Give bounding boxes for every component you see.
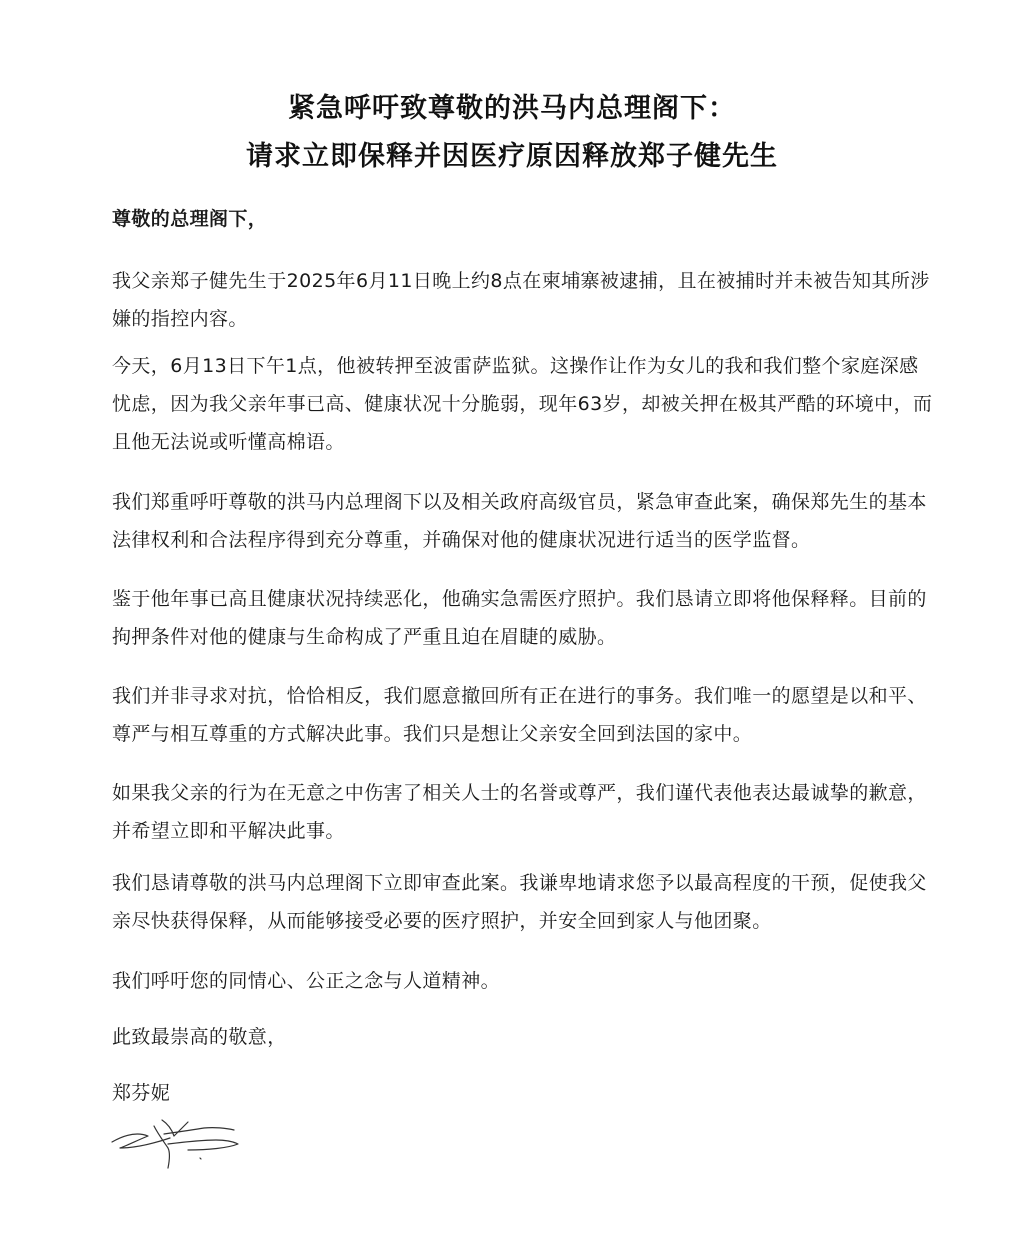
paragraph-request: 我们恳请尊敬的洪马内总理阁下立即审查此案。我谦卑地请求您予以最高程度的干预，促使我父亲尽快获得保释，从而能够接受必要的医疗照护，并安全回到家人与他团聚。 (112, 872, 927, 932)
paragraph-appeal: 我们郑重呼吁尊敬的洪马内总理阁下以及相关政府高级官员，紧急审查此案，确保郑先生的基本法律权利和合法程序得到充分尊重，并确保对他的健康状况进行适当的医学监督。 (112, 491, 927, 551)
paragraph-apology: 如果我父亲的行为在无意之中伤害了相关人士的名誉或尊严，我们谨代表他表达最诚挚的歉意，并希望立即和平解决此事。 (112, 782, 927, 842)
paragraph-peace: 我们并非寻求对抗，恰恰相反，我们愿意撤回所有正在进行的事务。我们唯一的愿望是以和平、尊严与相互尊重的方式解决此事。我们只是想让父亲安全回到法国的家中。 (112, 685, 927, 745)
handwritten-signature (108, 1112, 248, 1172)
paragraph-compassion: 我们呼吁您的同情心、公正之念与人道精神。 (112, 970, 501, 992)
signer-name: 郑芬妮 (112, 1082, 171, 1104)
letter-title-line-2: 请求立即保释并因医疗原因释放郑子健先生 (246, 141, 778, 172)
closing-line: 此致最崇高的敬意， (112, 1026, 287, 1048)
letter-title-line-1: 紧急呼吁致尊敬的洪马内总理阁下： (288, 93, 736, 124)
paragraph-transfer: 今天，6月13日下午1点，他被转押至波雷萨监狱。这操作让作为女儿的我和我们整个家庭深感忧虑，因为我父亲年事已高、健康状况十分脆弱，现年63岁，却被关押在极其严酷的环境中，而且他无法说或听懂高棉语。 (112, 355, 933, 453)
paragraph-medical: 鉴于他年事已高且健康状况持续恶化，他确实急需医疗照护。我们恳请立即将他保释释。目前的拘押条件对他的健康与生命构成了严重且迫在眉睫的威胁。 (112, 588, 927, 648)
salutation: 尊敬的总理阁下， (112, 208, 268, 230)
paragraph-arrest: 我父亲郑子健先生于2025年6月11日晚上约8点在柬埔寨被逮捕，且在被捕时并未被告知其所涉嫌的指控内容。 (112, 270, 930, 330)
